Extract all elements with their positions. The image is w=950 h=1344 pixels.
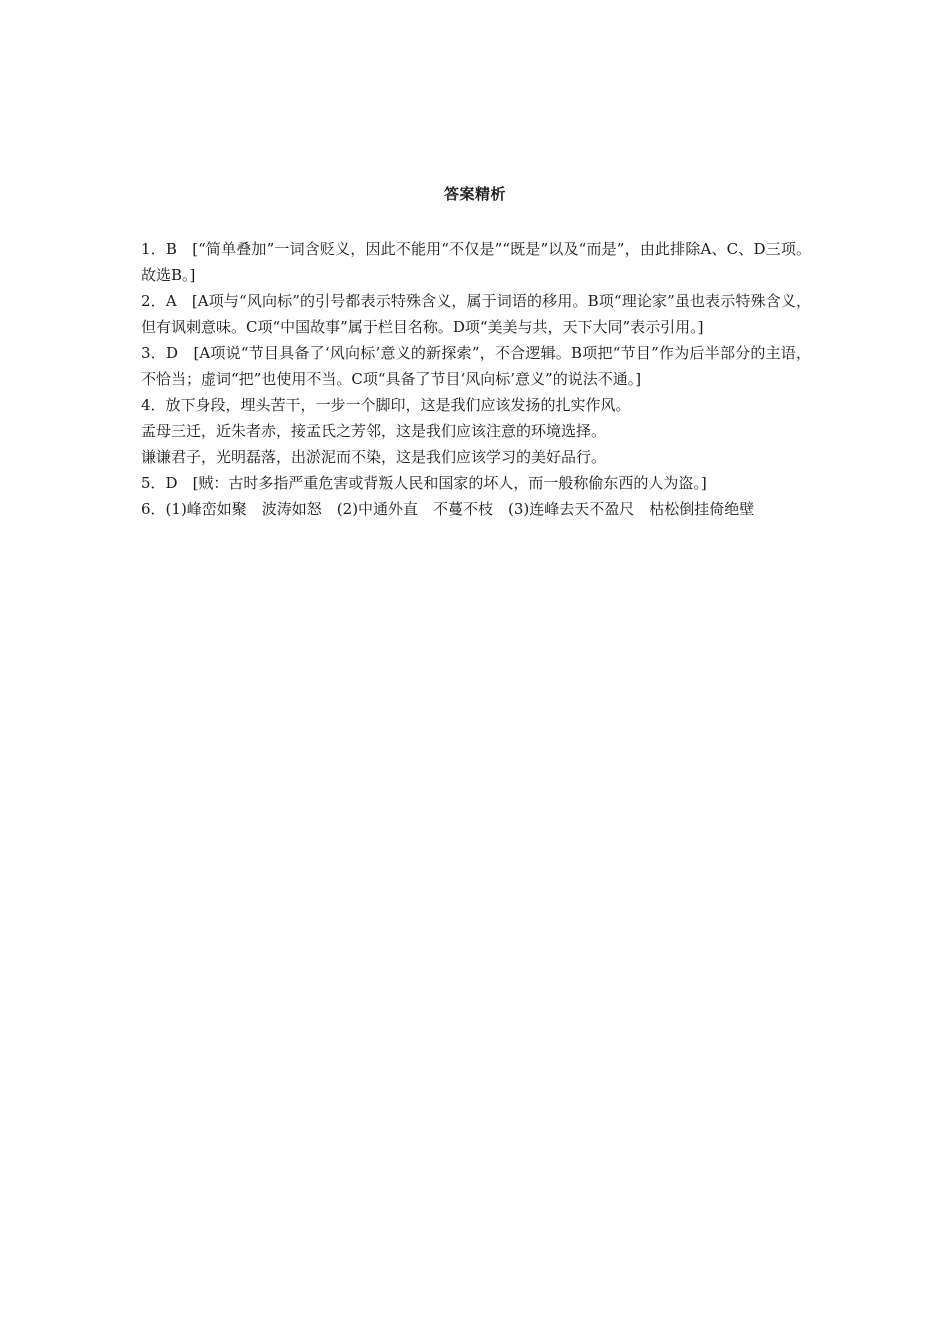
answer-3: 3．D [A项说“节目具备了‘风向标’意义的新探索”，不合逻辑。B项把“节目”作为后半部分的主语，不恰当；虚词“把”也使用不当。C项“具备了节目‘风向标’意义”的说法不通。]	[141, 344, 811, 388]
answer-2: 2．A [A项与“风向标”的引号都表示特殊含义，属于词语的移用。B项“理论家”虽也表示特殊含义，但有讽刺意味。C项“中国故事”属于栏目名称。D项“美美与共，天下大同”表示引用。]	[141, 292, 811, 336]
answer-4-line-3: 谦谦君子，光明磊落，出淤泥而不染，这是我们应该学习的美好品行。	[141, 448, 607, 466]
answer-5: 5．D [贼：古时多指严重危害或背叛人民和国家的坏人，而一般称偷东西的人为盗。]	[141, 474, 707, 492]
answer-list	[141, 236, 811, 522]
page-title: 答案精析	[443, 185, 506, 203]
answer-1: 1．B [“简单叠加”一词含贬义，因此不能用“不仅是”“既是”以及“而是”，由此排除A、C、D三项。故选B。]	[141, 240, 811, 284]
answer-4-line-2: 孟母三迁，近朱者赤，接孟氏之芳邻，这是我们应该注意的环境选择。	[141, 422, 607, 440]
answer-6: 6．(1)峰峦如聚 波涛如怒 (2)中通外直 不蔓不枝 (3)连峰去天不盈尺 枯松倒挂倚绝壁	[141, 500, 755, 518]
answer-4-line-1: 4．放下身段，埋头苦干，一步一个脚印，这是我们应该发扬的扎实作风。	[141, 396, 631, 414]
